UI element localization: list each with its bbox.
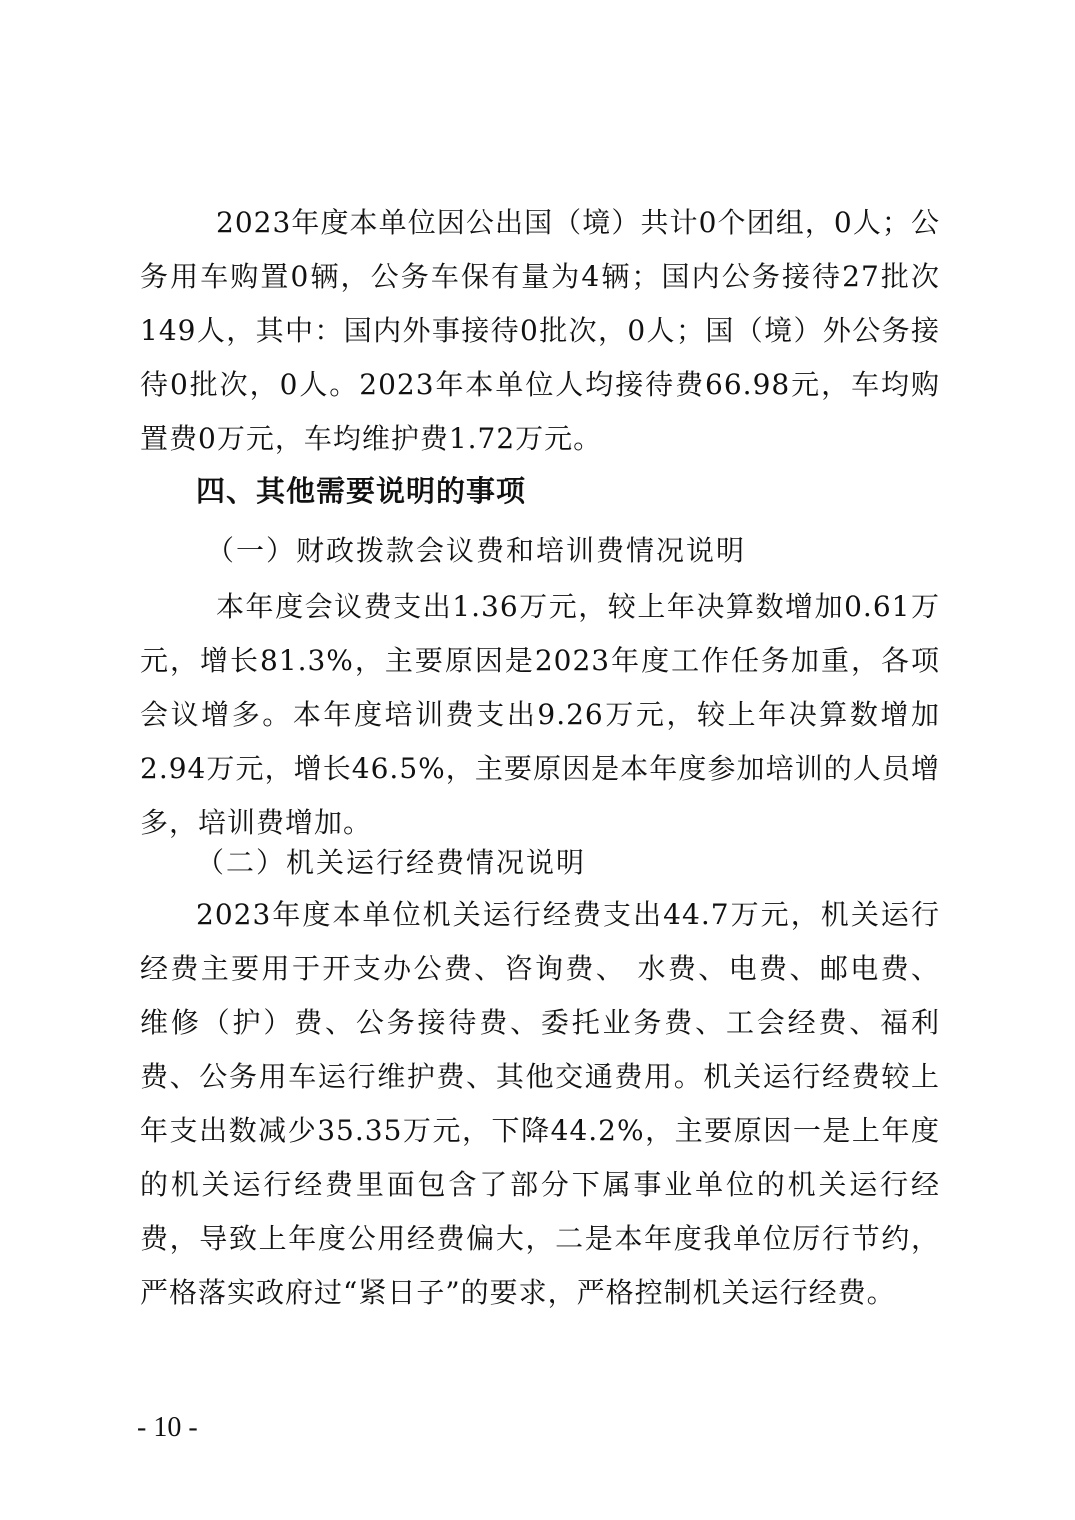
page-number: - 10 -: [137, 1412, 198, 1443]
subheading-operating-expenses: （二）机关运行经费情况说明: [196, 846, 587, 879]
section-heading-other-matters: 四、其他需要说明的事项: [196, 474, 527, 508]
paragraph-operating-expenses: 2023年度本单位机关运行经费支出44.7万元，机关运行经费主要用于开支办公费、咨询费、 水费、电费、邮电费、 维修（护）费、公务接待费、委托业务费、工会经费、福利费、公务用车运行维护费、其他交通费用。机关运行经费较上年支出数减少35.35万元，下降44.2%，主要原因一是上年度的机关运行经费里面包含了部分下属事业单位的机关运行经费，导致上年度公用经费偏大，二是本年度我单位厉行节约，严格落实政府过“紧日子”的要求，严格控制机关运行经费。: [140, 898, 940, 1309]
paragraph-meeting-training-fees: 本年度会议费支出1.36万元，较上年决算数增加0.61万元，增长81.3%，主要原因是2023年度工作任务加重，各项会议增多。本年度培训费支出9.26万元，较上年决算数增加2.94万元，增长46.5%，主要原因是本年度参加培训的人员增多，培训费增加。: [140, 590, 940, 839]
paragraph-foreign-visits-vehicles-reception: 2023年度本单位因公出国（境）共计0个团组，0人；公务用车购置0辆，公务车保有量为4辆；国内公务接待27批次149人，其中：国内外事接待0批次，0人；国（境）外公务接待0批次，0人。2023年本单位人均接待费66.98元，车均购置费0万元，车均维护费1.72万元。: [140, 206, 940, 455]
subheading-meeting-training-fees: （一）财政拨款会议费和培训费情况说明: [206, 534, 747, 567]
